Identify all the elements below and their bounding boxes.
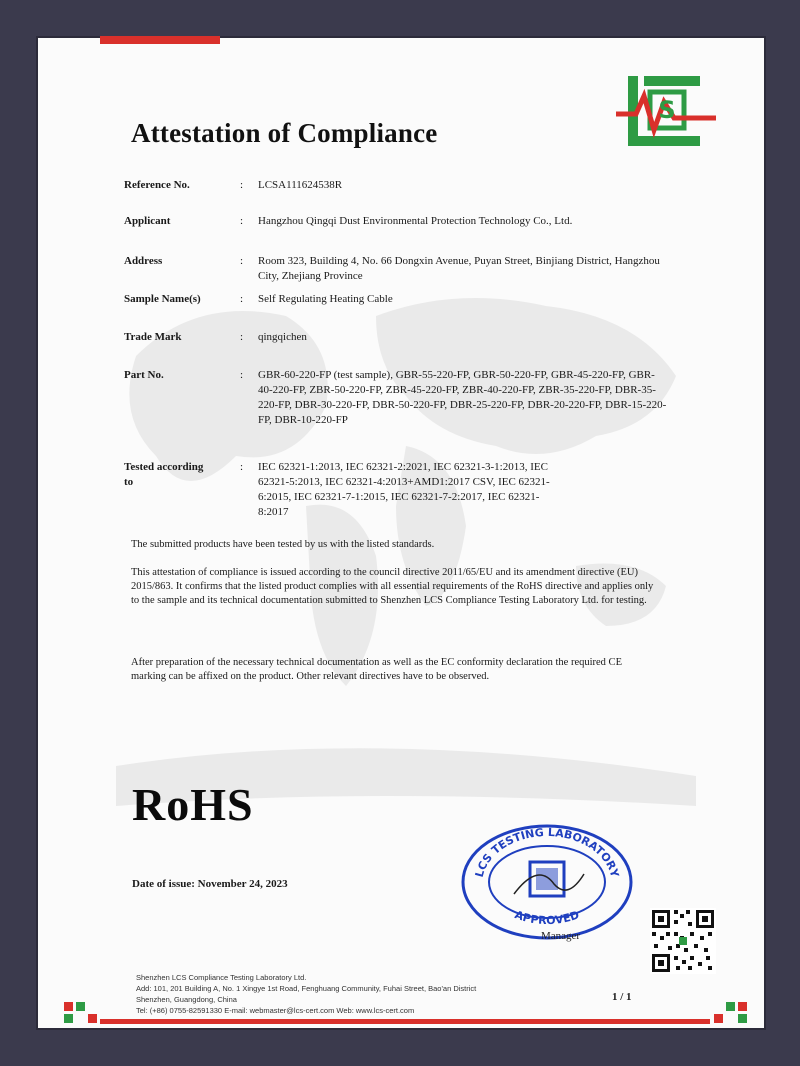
field-label: Trade Mark	[124, 331, 182, 343]
field-value: Self Regulating Heating Cable	[258, 293, 393, 305]
decor-square	[64, 1002, 73, 1011]
field-value: Room 323, Building 4, No. 66 Dongxin Avenue, Puyan Street, Binjiang District, Hangzhou City, Zhejiang Province	[258, 255, 660, 282]
footer-address	[136, 972, 606, 1016]
manager-label: Manager	[541, 930, 581, 942]
field-colon: :	[240, 293, 244, 305]
field-label: Applicant	[124, 215, 171, 227]
decor-square	[738, 1002, 747, 1011]
rohs-mark: RoHS	[132, 779, 254, 830]
approved-stamp-icon	[458, 822, 636, 940]
field-colon: :	[240, 215, 244, 227]
decor-square	[88, 1014, 97, 1023]
paragraph-1: This attestation of compliance is issued according to the council directive 2011/65/EU and its amendment directive (EU) 2015/863. It confirms that the listed product complies with all essential requirements of the RoHS directive and applies only to the sample and its technical documentation submitted to Shenzhen LCS Compliance Testing Laboratory Ltd. for testing.	[131, 567, 654, 606]
top-accent-bar	[100, 36, 220, 44]
footer-line: Add: 101, 201 Building A, No. 1 Xingye 1st Road, Fenghuang Community, Fuhai Street, Bao'an District	[136, 984, 477, 993]
field-colon: :	[240, 331, 244, 343]
field-value: GBR-60-220-FP (test sample), GBR-55-220-FP, GBR-50-220-FP, GBR-45-220-FP, GBR-40-220-FP, ZBR-50-220-FP, ZBR-45-220-FP, ZBR-40-220-FP, ZBR-35-220-FP, DBR-35-220-FP, DBR-30-220-FP, DBR-50-220-FP, DBR-25-220-FP, DBR-20-220-FP, DBR-15-220-FP, DBR-10-220-FP	[258, 369, 667, 426]
field-label: Tested according to	[124, 461, 204, 488]
page-title: Attestation of Compliance	[131, 118, 438, 148]
statement: The submitted products have been tested by us with the listed standards.	[131, 539, 435, 550]
field-label: Address	[124, 255, 163, 267]
issue-date: Date of issue: November 24, 2023	[132, 878, 288, 890]
decor-square	[714, 1014, 723, 1023]
decor-square	[76, 1002, 85, 1011]
footer-line: Shenzhen, Guangdong, China	[136, 995, 237, 1004]
footer-line: Shenzhen LCS Compliance Testing Laboratory Ltd.	[136, 973, 307, 982]
qr-code-icon	[650, 908, 716, 974]
page-number: 1 / 1	[612, 991, 632, 1003]
decor-square	[726, 1002, 735, 1011]
field-colon: :	[240, 179, 244, 191]
field-colon: :	[240, 369, 244, 381]
svg-text:APPROVED	[513, 908, 581, 927]
stamp-bottom-text: APPROVED	[512, 908, 582, 928]
field-label: Reference No.	[124, 179, 190, 191]
decor-square	[64, 1014, 73, 1023]
field-value: LCSA111624538R	[258, 179, 343, 191]
decor-square	[738, 1014, 747, 1023]
field-colon: :	[240, 255, 244, 267]
field-label: Part No.	[124, 369, 164, 381]
field-colon: :	[240, 461, 244, 473]
bottom-accent-bar	[100, 1019, 710, 1024]
field-label: Sample Name(s)	[124, 293, 201, 305]
svg-text:S: S	[658, 96, 676, 124]
lcs-logo-icon	[614, 72, 718, 150]
field-value: IEC 62321-1:2013, IEC 62321-2:2021, IEC 62321-3-1:2013, IEC 62321-5:2013, IEC 62321-4:2013+AMD1:2017 CSV, IEC 62321-6:2015, IEC 62321-7-1:2015, IEC 62321-7-2:2017, IEC 62321-8:2017	[258, 461, 550, 518]
footer-line: Tel: (+86) 0755-82591330 E-mail: webmaster@lcs-cert.com Web: www.lcs-cert.com	[136, 1006, 415, 1015]
field-value: qingqichen	[258, 331, 307, 343]
certificate-page	[36, 36, 766, 1030]
field-value: Hangzhou Qingqi Dust Environmental Protection Technology Co., Ltd.	[258, 215, 573, 227]
paragraph-2: After preparation of the necessary technical documentation as well as the EC conformity declaration the required CE marking can be affixed on the product. Other relevant directives have to be observed.	[131, 657, 622, 682]
stamp-top-text: LCS TESTING LABORATORY	[472, 825, 622, 879]
